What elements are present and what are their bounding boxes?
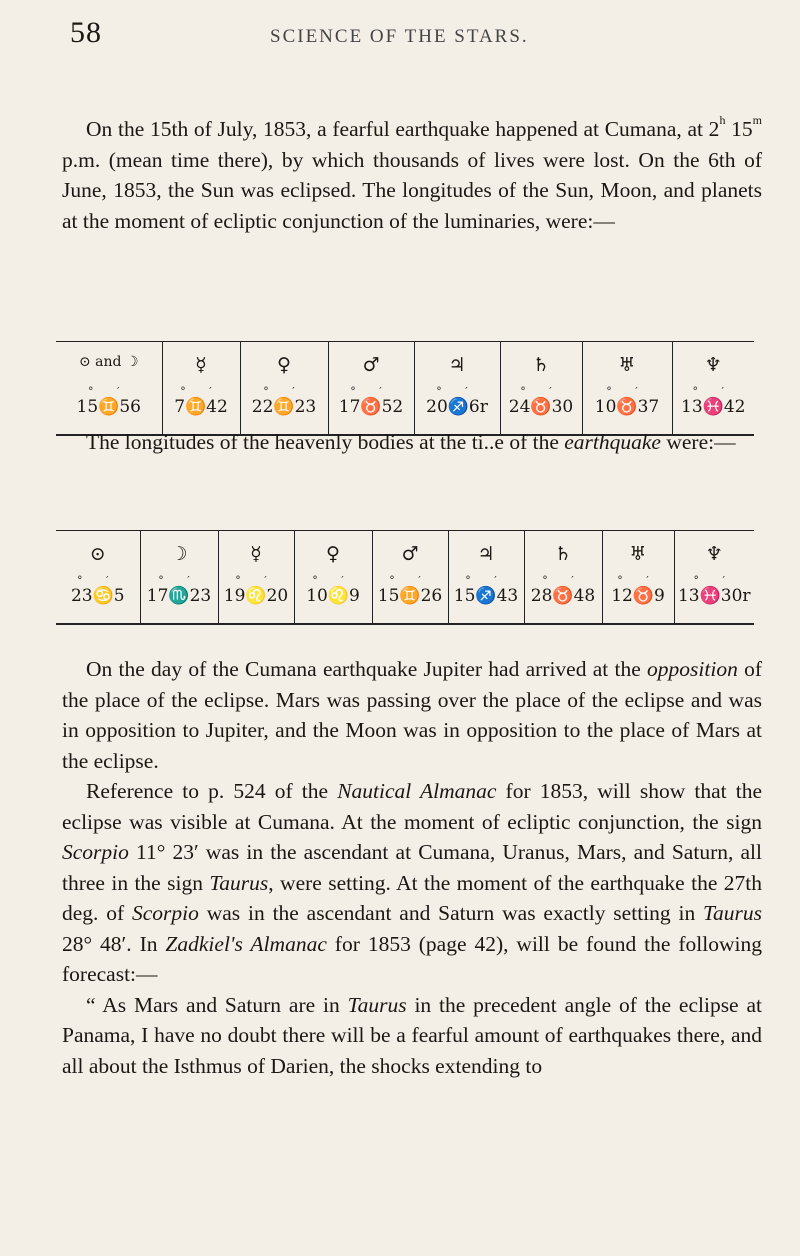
value-cell: ° ′ 15♊26 <box>372 575 448 624</box>
page-number: 58 <box>70 16 102 49</box>
quoted-forecast <box>62 990 762 1082</box>
value-cell: ° ′ 24♉30 <box>500 386 582 435</box>
emphasis: Scorpio <box>132 901 199 925</box>
header-mercury: ☿ <box>162 342 240 387</box>
text-segment: of the place of the eclipse. Mars was passing over the place of the eclipse and was in opposition to Jupiter, and the Moon was in opposition to the place of Mars at the eclipse. <box>62 657 762 773</box>
paragraph-analysis <box>62 654 762 1081</box>
value-cell: ° ′ 7♊42 <box>162 386 240 435</box>
longitude-value: 19♌20 <box>223 586 289 606</box>
value-cell: ° ′ 15♐43 <box>448 575 524 624</box>
longitude-value: 7♊42 <box>174 397 228 417</box>
header-sun: ⊙ <box>89 543 106 565</box>
longitude-value: 15♊56 <box>76 397 141 417</box>
value-cell: ° ′ 10♌9 <box>294 575 372 624</box>
text-segment: “ As Mars and Saturn are in <box>86 992 348 1017</box>
longitude-value: 20♐6r <box>426 397 488 417</box>
eclipse-longitudes-table <box>56 341 754 436</box>
emphasis: earthquake <box>564 430 661 454</box>
longitude-value: 17♉52 <box>338 397 404 417</box>
text-segment: for 1853 (page 42), will be found the following forecast:— <box>62 931 762 986</box>
longitude-value: 12♉9 <box>611 586 665 606</box>
table-header-row <box>56 531 754 576</box>
longitude-value: 10♌9 <box>306 586 360 606</box>
table-header-row <box>56 342 754 387</box>
longitude-value: 28♉48 <box>530 586 596 606</box>
value-cell: ° ′ 17♏23 <box>140 575 218 624</box>
header-mars: ♂ <box>372 531 448 576</box>
earthquake-longitudes-table <box>56 530 754 625</box>
header-moon: ☽ <box>140 531 218 576</box>
text-segment: On the day of the Cumana earthquake Jupiter had arrived at the <box>86 657 648 681</box>
text-segment: in the precedent angle of the eclipse at Panama, I have no doubt there will be a fearful amount of earthquakes there, and all about the Isthmus of Darien, the shocks extending to <box>62 992 762 1078</box>
analysis-part-1 <box>62 654 762 776</box>
longitude-value: 10♉37 <box>594 397 660 417</box>
text-segment: was in the ascendant and Saturn was exactly setting in <box>198 901 704 925</box>
header-sun-and-moon: ⊙ and ☽ <box>78 354 139 370</box>
header-mercury: ☿ <box>218 531 294 576</box>
longitude-value: 23♋5 <box>70 586 125 606</box>
value-cell: ° ′ 12♉9 <box>602 575 674 624</box>
text-segment: Reference to p. 524 of the <box>86 779 338 803</box>
emphasis: Zadkiel's Almanac <box>165 931 327 956</box>
header-saturn: ♄ <box>500 342 582 387</box>
header-jupiter: ♃ <box>448 531 524 576</box>
header-venus: ♀ <box>240 342 328 387</box>
value-cell: ° ′ 10♉37 <box>582 386 672 435</box>
emphasis: Scorpio <box>62 840 129 864</box>
value-cell: ° ′ 13♓42 <box>672 386 754 435</box>
paragraph-eclipse-intro <box>62 114 762 236</box>
header-uranus: ♅ <box>582 342 672 387</box>
longitude-value: 15♐43 <box>453 586 519 606</box>
longitude-value: 22♊23 <box>251 397 317 417</box>
text-segment: On the 15th of July, 1853, a fearful earthquake happened at Cumana, at 2 <box>86 117 720 141</box>
value-cell: ° ′ 23♋5 <box>70 574 125 606</box>
longitude-value: 13♓42 <box>681 397 746 417</box>
running-title: SCIENCE OF THE STARS. <box>270 26 529 47</box>
table-value-row <box>56 575 754 624</box>
value-cell: ° ′ 15♊56 <box>76 385 141 417</box>
paragraph-earthquake-intro <box>62 427 762 458</box>
value-cell: ° ′ 13♓30r <box>674 575 754 624</box>
longitude-value: 24♉30 <box>508 397 574 417</box>
header-neptune: ♆ <box>672 342 754 387</box>
text-segment: , were setting. At the moment of the earthquake the 27th deg. of <box>62 870 762 925</box>
emphasis: Taurus <box>347 992 407 1017</box>
emphasis: Taurus <box>209 870 269 895</box>
text-segment: were:— <box>660 430 736 454</box>
text-segment: for 1853, will show that the eclipse was visible at Cumana. At the moment of ecliptic conjunction, the sign <box>62 779 762 834</box>
emphasis: opposition <box>647 657 738 681</box>
value-cell: ° ′ 22♊23 <box>240 386 328 435</box>
emphasis: Nautical Almanac <box>337 779 497 803</box>
longitude-value: 15♊26 <box>377 586 443 606</box>
value-cell: ° ′ 28♉48 <box>524 575 602 624</box>
text-segment: 28° 48′. In <box>62 931 166 956</box>
value-cell: ° ′ 17♉52 <box>328 386 414 435</box>
minute-superscript: m <box>752 113 762 127</box>
value-cell: ° ′ 19♌20 <box>218 575 294 624</box>
longitude-value: 17♏23 <box>146 586 212 606</box>
header-neptune: ♆ <box>674 531 754 576</box>
analysis-part-2 <box>62 776 762 990</box>
longitude-value: 13♓30r <box>677 586 751 606</box>
text-segment: p.m. (mean time there), by which thousands of lives were lost. On the 6th of June, 1853, the Sun was eclipsed. The longitudes of the Sun, Moon, and planets at the moment of ecliptic conjunction of the luminaries, were:— <box>62 147 762 233</box>
emphasis: Taurus <box>703 901 763 925</box>
header-venus: ♀ <box>294 531 372 576</box>
header-mars: ♂ <box>328 342 414 387</box>
running-head <box>70 16 760 56</box>
hour-superscript: h <box>719 113 726 127</box>
header-jupiter: ♃ <box>414 342 500 387</box>
text-segment: The longitudes of the heavenly bodies at the ti..e of the <box>86 430 565 454</box>
value-cell: ° ′ 20♐6r <box>414 386 500 435</box>
text-segment: 11° 23′ was in the ascendant at Cumana, Uranus, Mars, and Saturn, all three in the sign <box>62 840 762 895</box>
header-uranus: ♅ <box>602 531 674 576</box>
header-saturn: ♄ <box>524 531 602 576</box>
text-segment: 15 <box>725 117 753 141</box>
